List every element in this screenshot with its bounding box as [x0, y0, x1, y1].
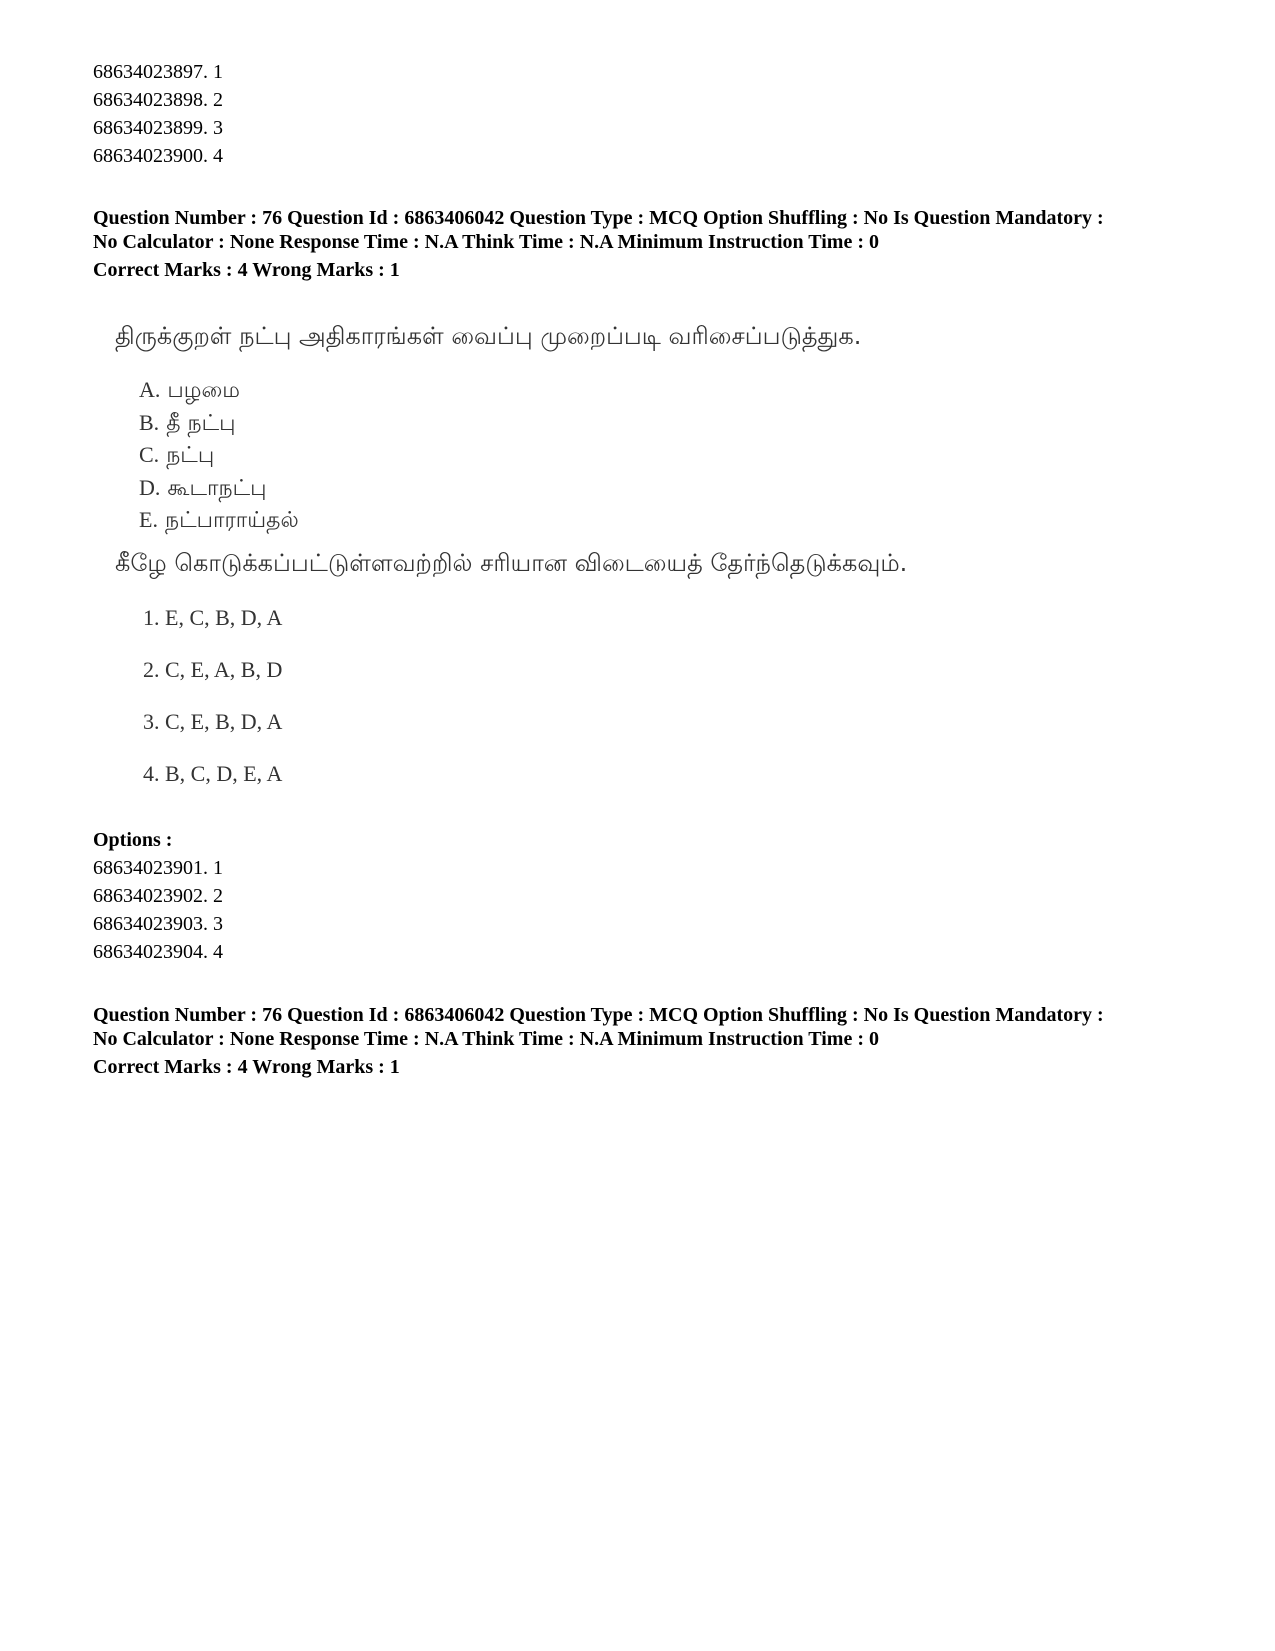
- option-value: 2: [213, 885, 223, 907]
- prev-option-id: 68634023897.: [93, 61, 208, 83]
- choice-item: 1. E, C, B, D, A: [143, 605, 283, 630]
- question-marks: Correct Marks : 4 Wrong Marks : 1: [93, 259, 400, 281]
- options-heading: Options :: [93, 829, 173, 851]
- next-question-meta: [93, 1003, 1213, 1079]
- prev-option-line: [93, 58, 223, 86]
- option-line: [93, 854, 223, 882]
- statement-label: D.: [139, 474, 161, 500]
- choice-list: [143, 604, 282, 812]
- statement-list: [139, 374, 299, 537]
- option-id: 68634023903.: [93, 913, 208, 935]
- question-image: [115, 312, 1075, 812]
- option-id: 68634023904.: [93, 941, 208, 963]
- question-meta-line1: Question Number : 76 Question Id : 6863406042 Question Type : MCQ Option Shuffling : No Is Question Mandatory :: [93, 207, 1104, 229]
- prev-option-line: [93, 142, 223, 170]
- option-id: 68634023902.: [93, 885, 208, 907]
- question-meta: [93, 206, 1213, 282]
- statement-item: [139, 407, 299, 440]
- question-stem: திருக்குறள் நட்பு அதிகாரங்கள் வைப்பு முறைப்படி வரிசைப்படுத்துக.: [115, 322, 862, 350]
- option-line: [93, 910, 223, 938]
- statement-label: E.: [139, 507, 158, 532]
- statement-text: நட்பாராய்தல்: [164, 508, 299, 533]
- choice-item: 4. B, C, D, E, A: [143, 761, 283, 786]
- option-value: 3: [213, 913, 223, 935]
- prev-option-id: 68634023899.: [93, 117, 208, 139]
- option-value: 1: [213, 857, 223, 879]
- statement-text: பழமை: [167, 378, 240, 403]
- choice-item: 2. C, E, A, B, D: [143, 657, 283, 682]
- prev-option-line: [93, 114, 223, 142]
- option-line: [93, 882, 223, 910]
- statement-label: C.: [139, 442, 160, 467]
- next-question-marks: Correct Marks : 4 Wrong Marks : 1: [93, 1056, 400, 1078]
- choice-item: 3. C, E, B, D, A: [143, 709, 283, 734]
- option-value: 4: [213, 941, 223, 963]
- statement-item: [139, 472, 299, 505]
- option-line: [93, 938, 223, 966]
- prev-option-id: 68634023900.: [93, 145, 208, 167]
- next-question-meta-line2: No Calculator : None Response Time : N.A Think Time : N.A Minimum Instruction Time : 0: [93, 1028, 879, 1050]
- statement-item: [139, 504, 299, 537]
- prev-option-value: 1: [213, 61, 223, 83]
- statement-item: [139, 439, 299, 472]
- statement-text: தீ நட்பு: [166, 410, 236, 436]
- question-instruction: கீழே கொடுக்கப்பட்டுள்ளவற்றில் சரியான விடையைத் தேர்ந்தெடுக்கவும்.: [115, 549, 908, 577]
- prev-option-value: 2: [213, 89, 223, 111]
- prev-option-value: 4: [213, 145, 223, 167]
- statement-label: B.: [139, 409, 160, 435]
- next-question-meta-line1: Question Number : 76 Question Id : 6863406042 Question Type : MCQ Option Shuffling : No Is Question Mandatory :: [93, 1004, 1104, 1026]
- option-id: 68634023901.: [93, 857, 208, 879]
- statement-label: A.: [139, 377, 161, 402]
- question-meta-line2: No Calculator : None Response Time : N.A Think Time : N.A Minimum Instruction Time : 0: [93, 231, 879, 253]
- prev-option-line: [93, 86, 223, 114]
- statement-text: நட்பு: [166, 443, 215, 468]
- prev-option-value: 3: [213, 117, 223, 139]
- statement-text: கூடாநட்பு: [167, 475, 267, 501]
- prev-option-id: 68634023898.: [93, 89, 208, 111]
- statement-item: [139, 374, 299, 407]
